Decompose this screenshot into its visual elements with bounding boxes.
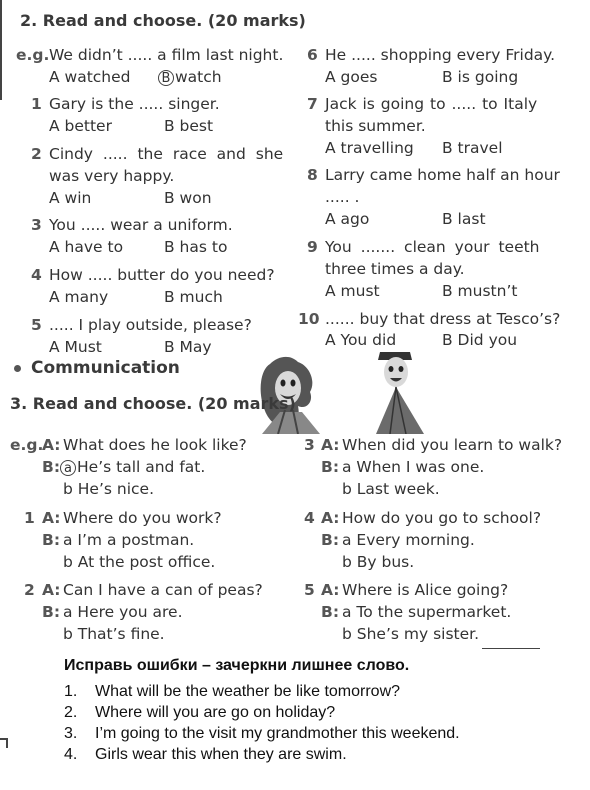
ex2-title: 2. Read and choose. (20 marks) [20,11,306,30]
ex2-q6-num: 6 [307,46,318,64]
ex2-q6-option-a: A goes [325,68,378,86]
ex2-q2-num: 2 [31,145,42,163]
ex2-eg-option-b: B watch [158,68,222,86]
ex3-q3-question: When did you learn to walk? [342,436,563,454]
ex3-q4-num: 4 [304,509,315,527]
answer-circle: B [158,70,174,86]
ex2-q5-option-b: B May [164,338,212,356]
ex3-q3-option-b: b Last week. [342,480,440,498]
ex3-q3-option-a: a When I was one. [342,458,485,476]
ex2-q2-question-line2: was very happy. [49,167,175,185]
ex2-q10-question: ...... buy that dress at Tesco’s? [325,310,561,328]
ex2-q7-option-a: A travelling [325,139,414,157]
ex3-eg-speaker-a: A: [42,436,61,454]
ex2-q4-option-a: A many [49,288,109,306]
page-edge-line [0,0,2,100]
page-edge-line-bottom [6,738,8,748]
ex2-q9-option-a: A must [325,282,380,300]
answer-circle: a [60,460,76,476]
ex2-q1-question: Gary is the ..... singer. [49,95,220,113]
ex2-q6-option-b: B is going [442,68,519,86]
ex3-q1-num: 1 [24,509,35,527]
ex2-q8-question-line1: Larry came home half an hour [325,166,560,184]
ex3-eg-option-b: b He’s nice. [63,480,155,498]
ex2-q8-num: 8 [307,166,318,184]
ex3-q3-speaker-a: A: [321,436,340,454]
ru-item-2-text: Where will you are go on holiday? [95,704,336,721]
ex2-q9-question-line1: You ....... clean your teeth [325,238,540,256]
ex2-q7-question-line1: Jack is going to ..... to Italy [325,95,538,113]
cartoon-kids-illustration [250,352,450,434]
boy-figure [376,352,424,434]
ex3-eg-num: e.g. [10,436,44,454]
ex2-q5-num: 5 [31,316,42,334]
ex2-eg-num: e.g. [16,46,50,64]
ex3-q4-question: How do you go to school? [342,509,542,527]
ex3-q5-question: Where is Alice going? [342,581,509,599]
ex2-q3-option-b: B has to [164,238,228,256]
ex2-q8-option-a: A ago [325,210,370,228]
ex2-q2-option-a: A win [49,189,92,207]
ru-task-title: Исправь ошибки – зачеркни лишнее слово. [64,657,410,674]
ex3-q1-speaker-b: B: [42,531,61,549]
ex2-q10-num: 10 [298,310,320,328]
ex3-q5-option-b: b She’s my sister. [342,625,480,643]
ex3-q1-option-a: a I’m a postman. [63,531,195,549]
ex2-q7-num: 7 [307,95,318,113]
ex2-q8-question-line2: ..... . [325,188,360,206]
ex3-eg-option-a: a He’s tall and fat. [60,458,205,476]
ex2-eg-question: We didn’t ..... a film last night. [49,46,284,64]
ex3-eg-question: What does he look like? [63,436,247,454]
ru-item-3-text: I’m going to the visit my grandmother this weekend. [95,725,460,742]
ex2-q5-option-a: A Must [49,338,102,356]
ex3-q5-speaker-a: A: [321,581,340,599]
ex2-q10-option-b: B Did you [442,331,518,349]
ex2-q3-question: You ..... wear a uniform. [49,216,233,234]
ex3-q5-num: 5 [304,581,315,599]
ex2-q1-option-b: B best [164,117,214,135]
ex3-q5-speaker-b: B: [321,603,340,621]
ex2-q4-question: How ..... butter do you need? [49,266,275,284]
ex2-eg-option-a: A watched [49,68,131,86]
ex2-q4-num: 4 [31,266,42,284]
ex3-q1-question: Where do you work? [63,509,222,527]
ru-item-2-num: 2. [64,704,78,721]
ex3-q1-speaker-a: A: [42,509,61,527]
ex2-q10-option-a: A You did [325,331,397,349]
ru-item-1-text: What will be the weather be like tomorrow? [95,683,401,700]
ex3-eg-speaker-b: B: [42,458,61,476]
ex3-q2-option-b: b That’s fine. [63,625,165,643]
ex2-q3-num: 3 [31,216,42,234]
ex3-q4-option-a: a Every morning. [342,531,475,549]
ex3-q3-num: 3 [304,436,315,454]
ex3-q5-option-a: a To the supermarket. [342,603,512,621]
ru-item-3-num: 3. [64,725,78,742]
ex2-q1-option-a: A better [49,117,112,135]
ex2-q2-option-b: B won [164,189,212,207]
ex3-q4-speaker-a: A: [321,509,340,527]
ex2-q4-option-b: B much [164,288,223,306]
ru-item-4-num: 4. [64,746,78,763]
ex3-q1-option-b: b At the post office. [63,553,216,571]
ex2-q1-num: 1 [31,95,42,113]
ex2-q9-question-line2: three times a day. [325,260,465,278]
ex3-q2-question: Can I have a can of peas? [63,581,263,599]
ex2-q7-question-line2: this summer. [325,117,426,135]
ru-item-1-num: 1. [64,683,78,700]
ex3-q2-option-a: a Here you are. [63,603,183,621]
ex3-q3-speaker-b: B: [321,458,340,476]
ex3-q2-speaker-a: A: [42,581,61,599]
ex2-q9-num: 9 [307,238,318,256]
ex2-q6-question: He ..... shopping every Friday. [325,46,556,64]
ex2-q2-question-line1: Cindy ..... the race and she [49,145,284,163]
ex2-q9-option-b: B mustn’t [442,282,518,300]
ex3-title: 3. Read and choose. (20 marks) [10,394,296,413]
ex2-q3-option-a: A have to [49,238,124,256]
ex3-q4-speaker-b: B: [321,531,340,549]
ex3-q2-speaker-b: B: [42,603,61,621]
ru-item-4-text: Girls wear this when they are swim. [95,746,347,763]
ex2-q7-option-b: B travel [442,139,503,157]
ex2-q8-option-b: B last [442,210,486,228]
ex3-q2-num: 2 [24,581,35,599]
ex3-q4-option-b: b By bus. [342,553,415,571]
answer-line [482,648,540,649]
section-heading: Communication [14,358,180,378]
ex2-q5-question: ..... I play outside, please? [49,316,252,334]
bullet-icon [14,365,21,372]
